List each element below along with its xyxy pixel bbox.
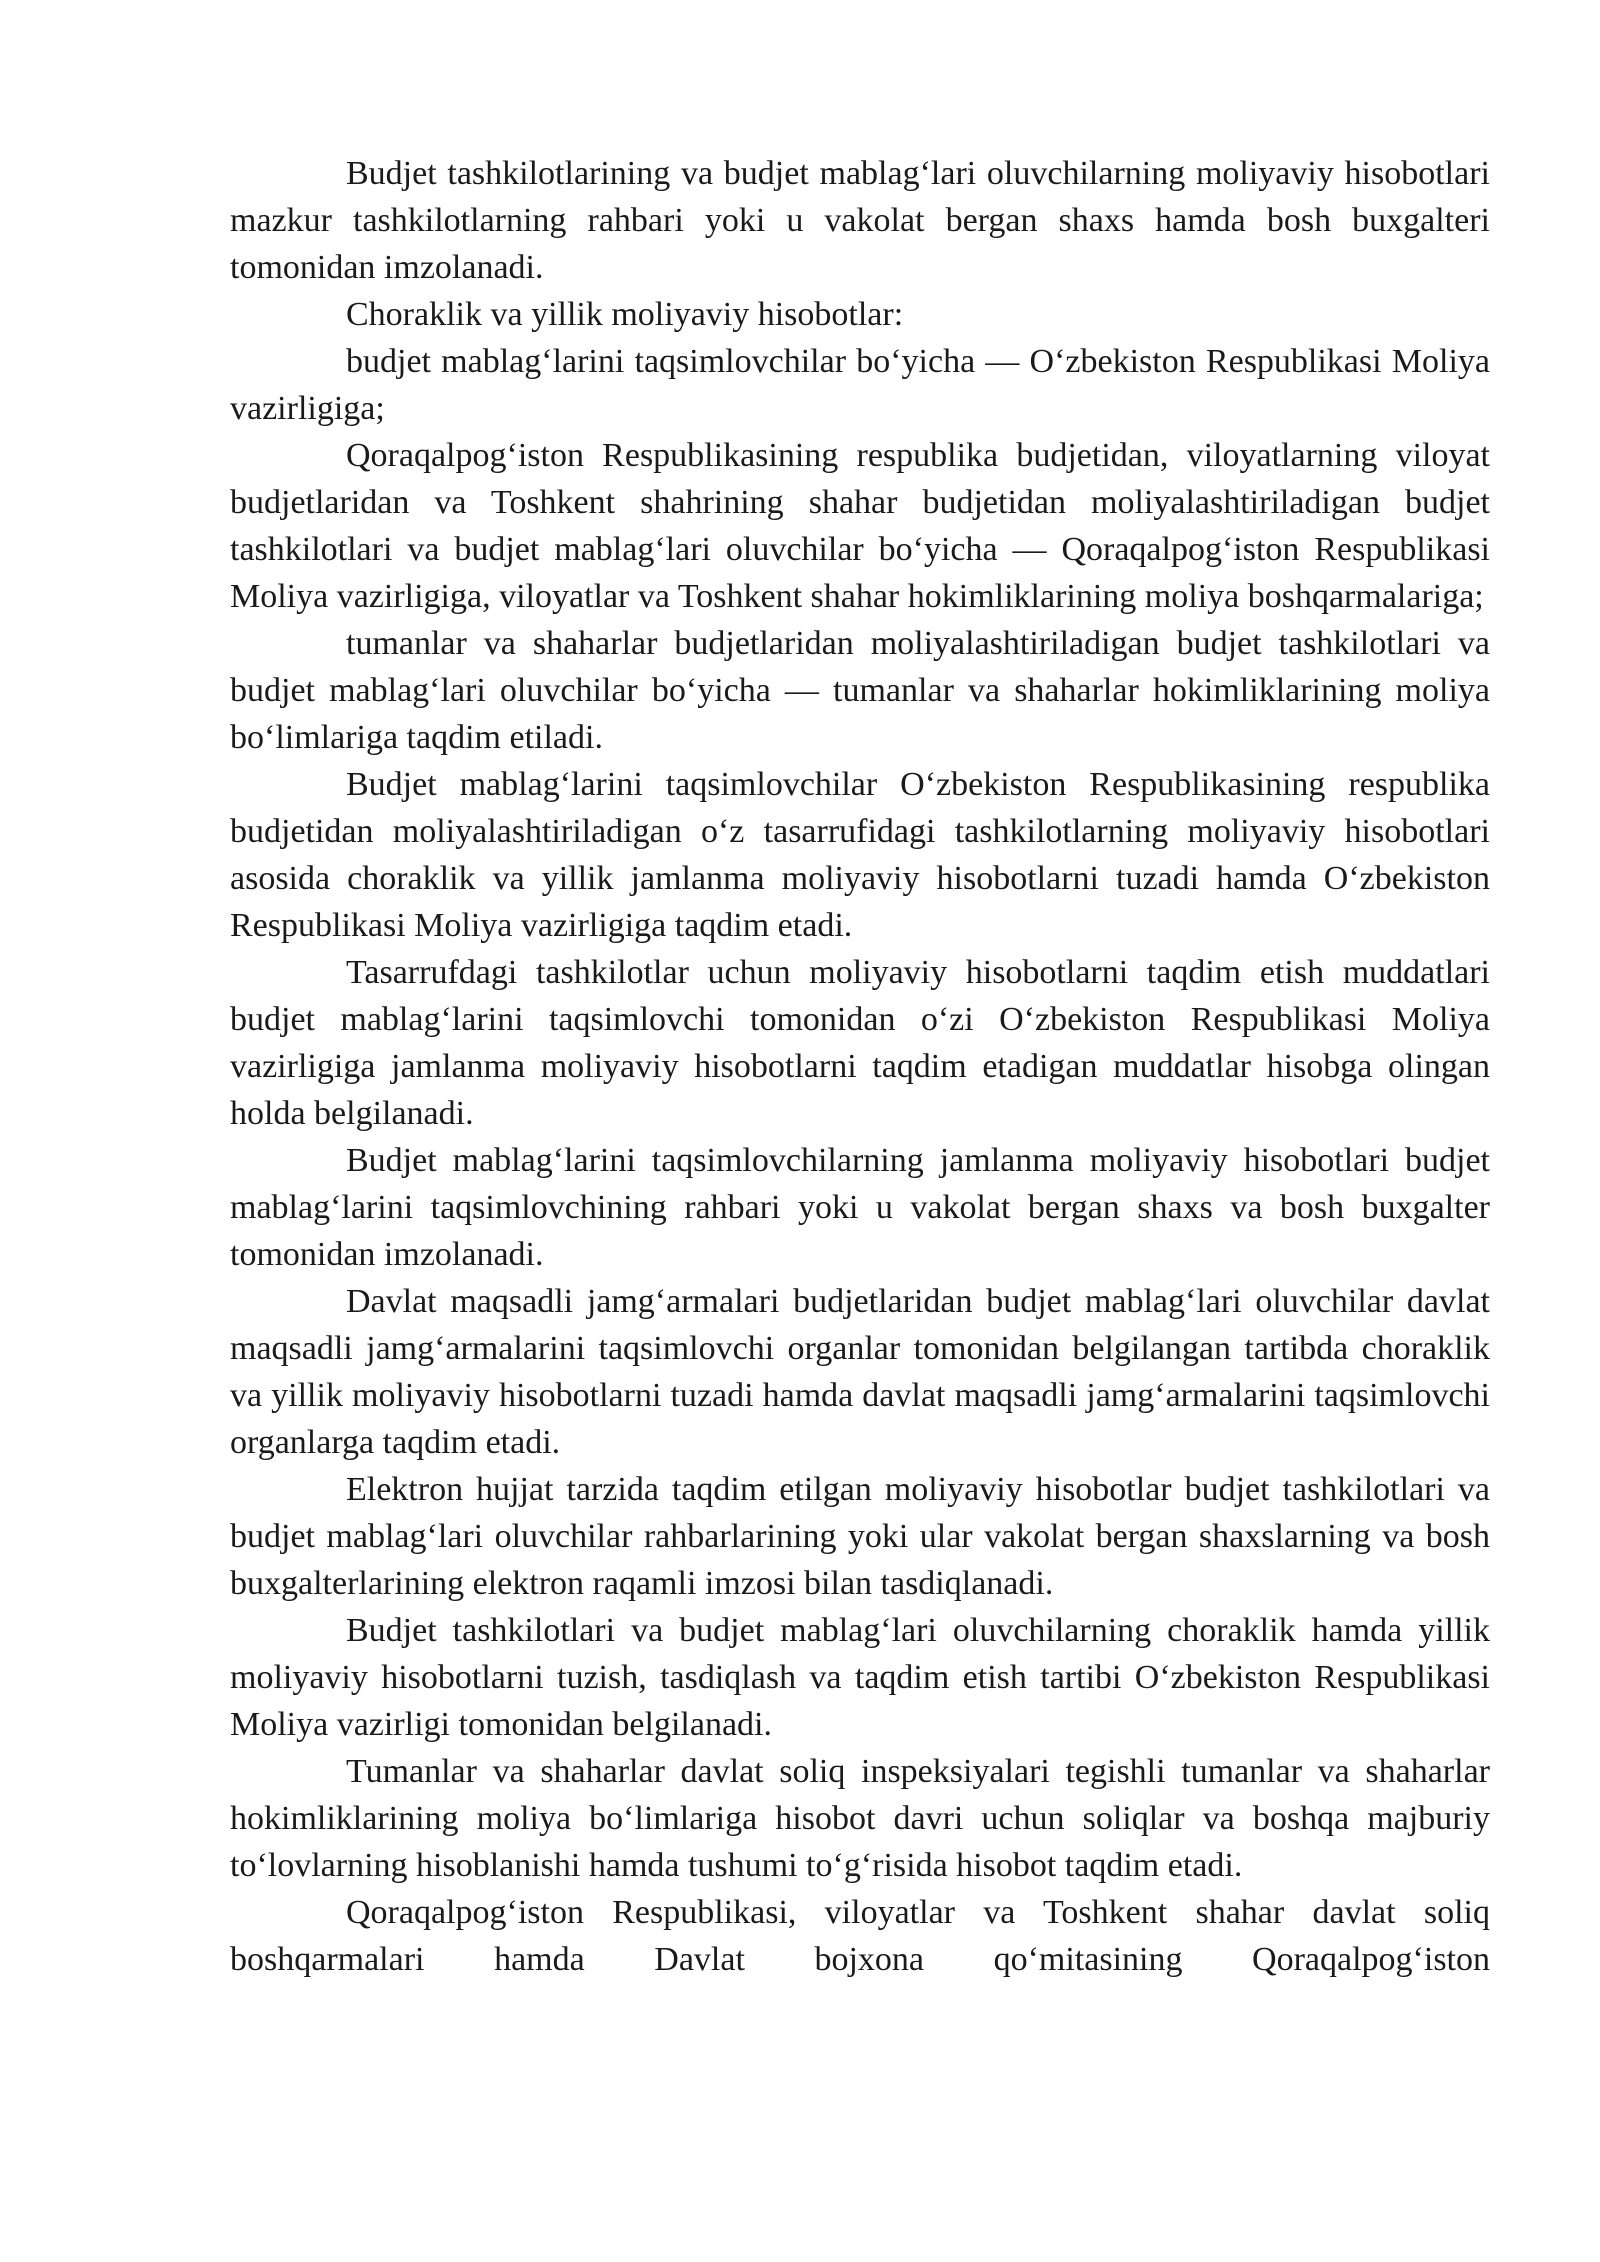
paragraph-11: Budjet tashkilotlari va budjet mablag‘lari oluvchilarning choraklik hamda yillik moliyaviy hisobotlarni tuzish, tasdiqlash va taqdim etish tartibi O‘zbekiston Respublikasi Moliya vazirligi tomonidan belgilanadi. (230, 1612, 1490, 1743)
paragraph-5: tumanlar va shaharlar budjetlaridan moliyalashtiriladigan budjet tashkilotlari va budjet mablag‘lari oluvchilar bo‘yicha — tumanlar va shaharlar hokimliklarining moliya bo‘limlariga taqdim etiladi. (230, 625, 1490, 756)
paragraph-8: Budjet mablag‘larini taqsimlovchilarning jamlanma moliyaviy hisobotlari budjet mablag‘larini taqsimlovchining rahbari yoki u vakolat bergan shaxs va bosh buxgalter tomonidan imzolanadi. (230, 1142, 1490, 1273)
paragraph-1: Budjet tashkilotlarining va budjet mablag‘lari oluvchilarning moliyaviy hisobotlari mazkur tashkilotlarning rahbari yoki u vakolat bergan shaxs hamda bosh buxgalteri tomonidan imzolanadi. (230, 155, 1490, 286)
paragraph-6: Budjet mablag‘larini taqsimlovchilar O‘zbekiston Respublikasining respublika budjetidan moliyalashtiriladigan o‘z tasarrufidagi tashkilotlarning moliyaviy hisobotlari asosida choraklik va yillik jamlanma moliyaviy hisobotlarni tuzadi hamda O‘zbekiston Respublikasi Moliya vazirligiga taqdim etadi. (230, 766, 1490, 944)
paragraph-10: Elektron hujjat tarzida taqdim etilgan moliyaviy hisobotlar budjet tashkilotlari va budjet mablag‘lari oluvchilar rahbarlarining yoki ular vakolat bergan shaxslarning va bosh buxgalterlarining elektron raqamli imzosi bilan tasdiqlanadi. (230, 1471, 1490, 1602)
paragraph-3: budjet mablag‘larini taqsimlovchilar bo‘yicha — O‘zbekiston Respublikasi Moliya vazirligiga; (230, 343, 1490, 427)
paragraph-7: Tasarrufdagi tashkilotlar uchun moliyaviy hisobotlarni taqdim etish muddatlari budjet mablag‘larini taqsimlovchi tomonidan o‘zi O‘zbekiston Respublikasi Moliya vazirligiga jamlanma moliyaviy hisobotlarni taqdim etadigan muddatlar hisobga olingan holda belgilanadi. (230, 954, 1490, 1132)
paragraph-13: Qoraqalpog‘iston Respublikasi, viloyatlar va Toshkent shahar davlat soliq boshqarmalari hamda Davlat bojxona qo‘mitasining Qoraqalpog‘iston (230, 1894, 1490, 1978)
paragraph-9: Davlat maqsadli jamg‘armalari budjetlaridan budjet mablag‘lari oluvchilar davlat maqsadli jamg‘armalarini taqsimlovchi organlar tomonidan belgilangan tartibda choraklik va yillik moliyaviy hisobotlarni tuzadi hamda davlat maqsadli jamg‘armalarini taqsimlovchi organlarga taqdim etadi. (230, 1283, 1490, 1461)
document-body (230, 150, 1490, 1983)
paragraph-12: Tumanlar va shaharlar davlat soliq inspeksiyalari tegishli tumanlar va shaharlar hokimliklarining moliya bo‘limlariga hisobot davri uchun soliqlar va boshqa majburiy to‘lovlarning hisoblanishi hamda tushumi to‘g‘risida hisobot taqdim etadi. (230, 1753, 1490, 1884)
paragraph-4: Qoraqalpog‘iston Respublikasining respublika budjetidan, viloyatlarning viloyat budjetlaridan va Toshkent shahrining shahar budjetidan moliyalashtiriladigan budjet tashkilotlari va budjet mablag‘lari oluvchilar bo‘yicha — Qoraqalpog‘iston Respublikasi Moliya vazirligiga, viloyatlar va Toshkent shahar hokimliklarining moliya boshqarmalariga; (230, 437, 1490, 615)
paragraph-2: Choraklik va yillik moliyaviy hisobotlar: (346, 296, 904, 333)
